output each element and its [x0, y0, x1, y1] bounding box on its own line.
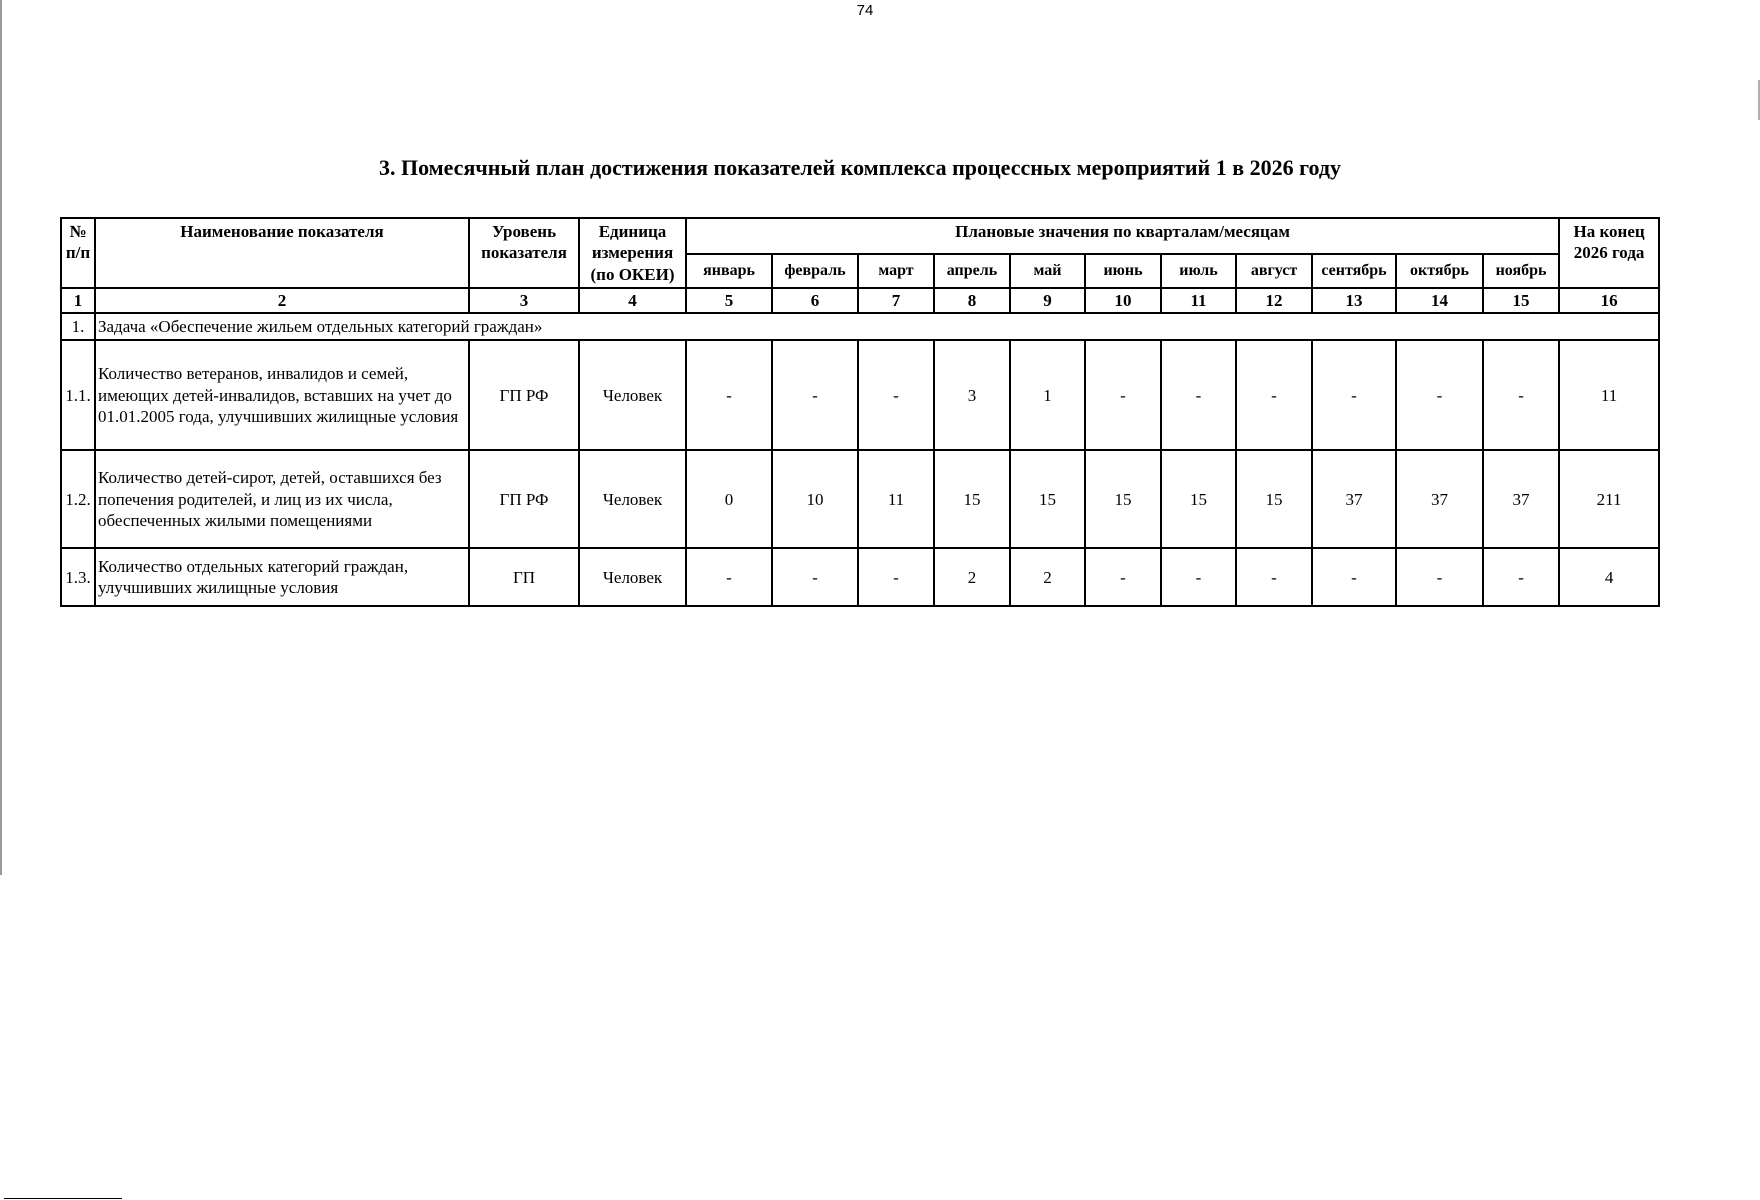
header-month: сентябрь [1312, 254, 1396, 288]
month-value: 15 [1236, 450, 1312, 548]
column-number: 12 [1236, 288, 1312, 313]
month-value: - [772, 340, 858, 450]
month-value: 15 [934, 450, 1010, 548]
header-month: апрель [934, 254, 1010, 288]
month-value: - [686, 548, 772, 606]
indicator-name: Количество детей-сирот, детей, оставшихся без попечения родителей, и лиц из их числа, обеспеченных жилыми помещениями [95, 450, 469, 548]
month-value: 11 [858, 450, 934, 548]
month-value: - [858, 548, 934, 606]
month-value: - [1312, 340, 1396, 450]
indicator-row [61, 548, 1659, 606]
header-month: июль [1161, 254, 1236, 288]
footnote-separator [4, 1198, 122, 1199]
column-number: 7 [858, 288, 934, 313]
column-number: 2 [95, 288, 469, 313]
header-month: июнь [1085, 254, 1161, 288]
month-value: 2 [934, 548, 1010, 606]
column-number: 14 [1396, 288, 1483, 313]
month-value: 0 [686, 450, 772, 548]
header-month: август [1236, 254, 1312, 288]
header-month: март [858, 254, 934, 288]
month-value: - [686, 340, 772, 450]
month-value: 15 [1161, 450, 1236, 548]
header-month: февраль [772, 254, 858, 288]
header-name: Наименование показателя [95, 218, 469, 288]
header-month: январь [686, 254, 772, 288]
end-of-year-value: 211 [1559, 450, 1659, 548]
month-value: - [772, 548, 858, 606]
month-value: - [1483, 548, 1559, 606]
month-value: - [1085, 548, 1161, 606]
task-row [61, 313, 1659, 340]
month-value: - [1085, 340, 1161, 450]
end-of-year-value: 4 [1559, 548, 1659, 606]
column-number: 11 [1161, 288, 1236, 313]
header-end: На конец 2026 года [1559, 218, 1659, 288]
column-number: 4 [579, 288, 686, 313]
month-value: - [1396, 548, 1483, 606]
month-value: 15 [1085, 450, 1161, 548]
column-number-row [61, 288, 1659, 313]
month-value: - [1483, 340, 1559, 450]
column-number: 5 [686, 288, 772, 313]
plan-table [60, 217, 1660, 607]
month-value: 37 [1396, 450, 1483, 548]
month-value: 1 [1010, 340, 1085, 450]
task-num: 1. [61, 313, 95, 340]
column-number: 16 [1559, 288, 1659, 313]
indicator-name: Количество ветеранов, инвалидов и семей, имеющих детей-инвалидов, вставших на учет до 01.01.2005 года, улучшивших жилищные условия [95, 340, 469, 450]
month-value: - [1236, 340, 1312, 450]
document-title: 3. Помесячный план достижения показателей комплекса процессных мероприятий 1 в 2026 году [378, 155, 1342, 180]
header-month: май [1010, 254, 1085, 288]
task-text: Задача «Обеспечение жильем отдельных категорий граждан» [95, 313, 1659, 340]
month-value: - [858, 340, 934, 450]
header-unit: Единица измерения (по ОКЕИ) [579, 218, 686, 288]
column-number: 3 [469, 288, 579, 313]
row-num: 1.3. [61, 548, 95, 606]
page-number: 74 [856, 2, 874, 19]
row-num: 1.1. [61, 340, 95, 450]
indicator-unit: Человек [579, 548, 686, 606]
column-number: 10 [1085, 288, 1161, 313]
header-month: ноябрь [1483, 254, 1559, 288]
column-number: 13 [1312, 288, 1396, 313]
month-value: - [1396, 340, 1483, 450]
column-number: 15 [1483, 288, 1559, 313]
column-number: 8 [934, 288, 1010, 313]
indicator-level: ГП [469, 548, 579, 606]
scan-left-edge [0, 0, 2, 875]
month-value: - [1161, 340, 1236, 450]
column-number: 6 [772, 288, 858, 313]
indicator-level: ГП РФ [469, 340, 579, 450]
month-value: 37 [1312, 450, 1396, 548]
header-num: № п/п [61, 218, 95, 288]
month-value: - [1161, 548, 1236, 606]
table-body [61, 288, 1659, 607]
month-value: 3 [934, 340, 1010, 450]
month-value: - [1312, 548, 1396, 606]
indicator-unit: Человек [579, 450, 686, 548]
column-number: 1 [61, 288, 95, 313]
header-month: октябрь [1396, 254, 1483, 288]
indicator-row [61, 450, 1659, 548]
month-value: 2 [1010, 548, 1085, 606]
indicator-unit: Человек [579, 340, 686, 450]
month-value: 15 [1010, 450, 1085, 548]
month-value: 37 [1483, 450, 1559, 548]
indicator-name: Количество отдельных категорий граждан, улучшивших жилищные условия [95, 548, 469, 606]
row-num: 1.2. [61, 450, 95, 548]
end-of-year-value: 11 [1559, 340, 1659, 450]
month-value: 10 [772, 450, 858, 548]
indicator-row [61, 340, 1659, 450]
header-level: Уровень показателя [469, 218, 579, 288]
month-value: - [1236, 548, 1312, 606]
indicator-level: ГП РФ [469, 450, 579, 548]
header-plan: Плановые значения по кварталам/месяцам [686, 218, 1559, 254]
column-number: 9 [1010, 288, 1085, 313]
